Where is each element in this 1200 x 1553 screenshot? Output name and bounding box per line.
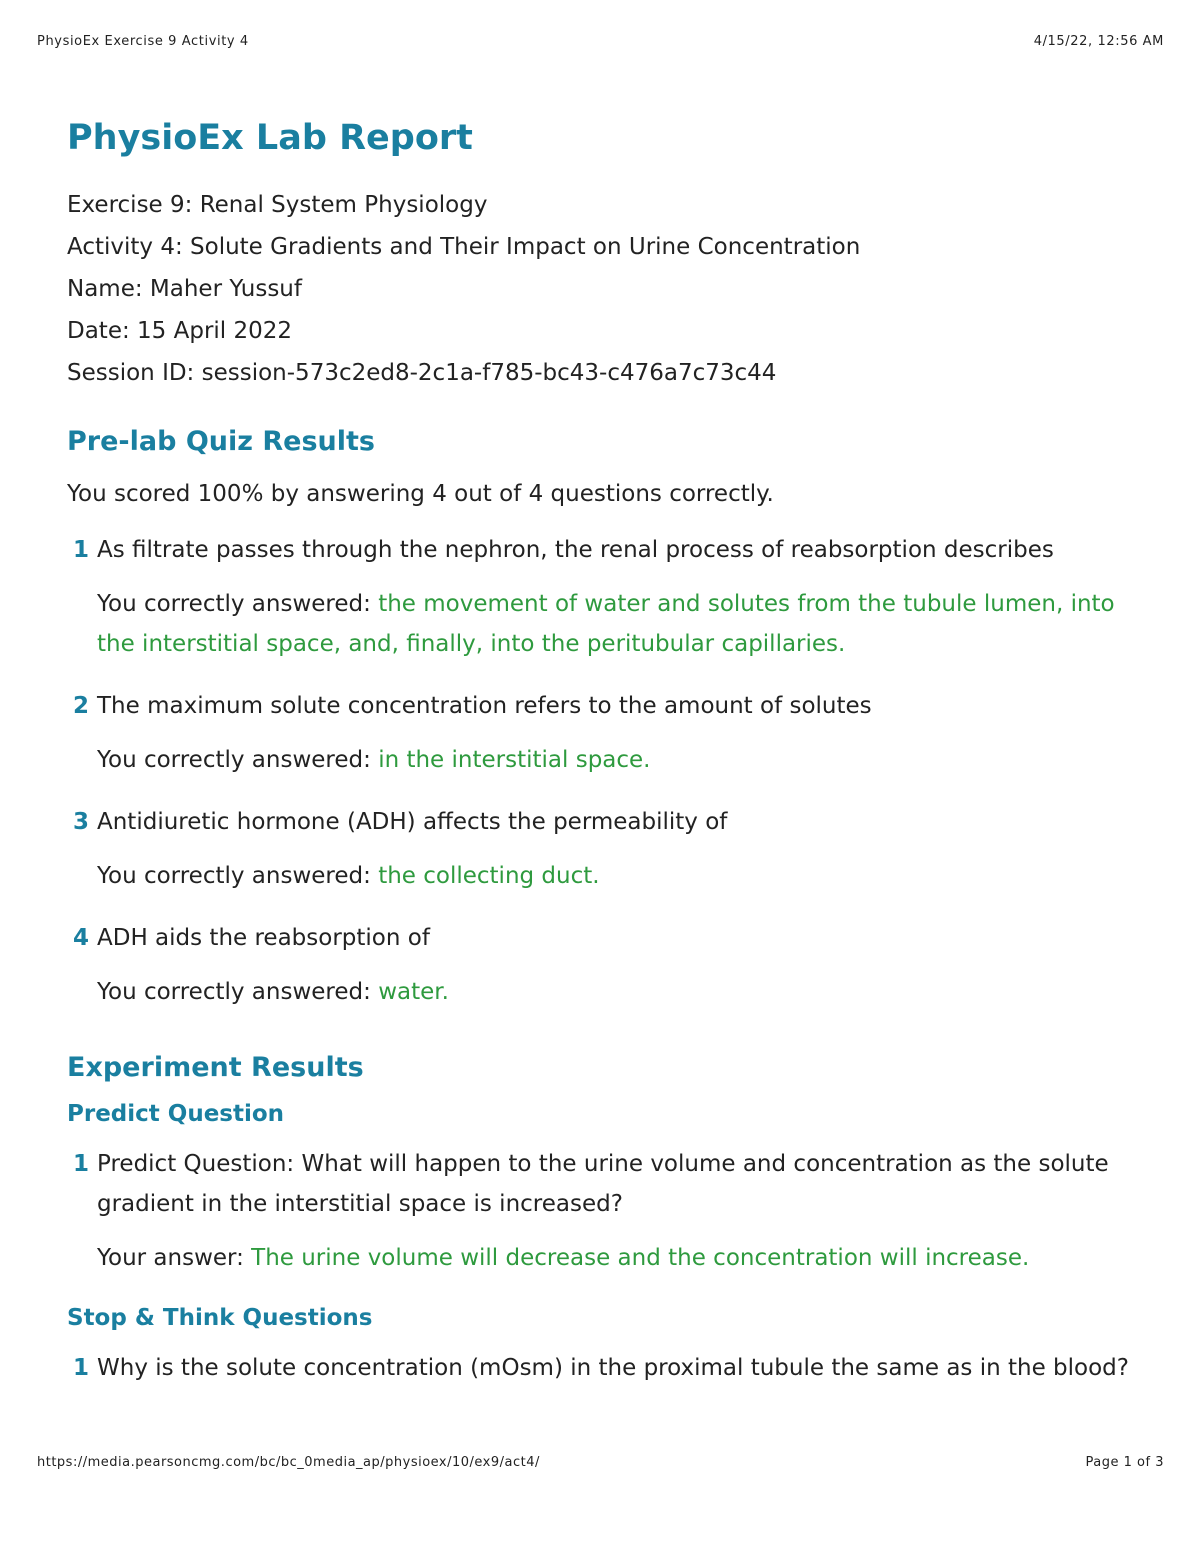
question-text: Antidiuretic hormone (ADH) affects the permeability of <box>97 809 728 835</box>
answer-prefix: You correctly answered: <box>97 863 379 889</box>
print-header-title: PhysioEx Exercise 9 Activity 4 <box>37 34 249 49</box>
prelab-question <box>67 686 1147 726</box>
experiment-section-title: Experiment Results <box>67 1052 364 1083</box>
prelab-answer <box>67 856 1147 896</box>
exercise-line: Exercise 9: Renal System Physiology <box>67 192 488 218</box>
page-number: Page 1 of 3 <box>1085 1455 1164 1470</box>
prelab-question <box>67 802 1147 842</box>
answer-text: the collecting duct. <box>378 863 600 889</box>
question-number: 1 <box>73 1151 90 1177</box>
answer-prefix: Your answer: <box>97 1245 252 1271</box>
answer-prefix: You correctly answered: <box>97 591 379 617</box>
prelab-question-list <box>67 530 1147 1012</box>
date-line: Date: 15 April 2022 <box>67 318 293 344</box>
print-footer <box>37 1455 1164 1475</box>
answer-prefix: You correctly answered: <box>97 979 379 1005</box>
question-number: 1 <box>73 537 90 563</box>
prelab-question <box>67 918 1147 958</box>
print-header-timestamp: 4/15/22, 12:56 AM <box>1033 34 1164 49</box>
question-text: Why is the solute concentration (mOsm) in the proximal tubule the same as in the blood? <box>97 1355 1129 1381</box>
prelab-answer <box>67 740 1147 780</box>
question-number: 4 <box>73 925 90 951</box>
answer-text: water. <box>378 979 449 1005</box>
print-footer-url: https://media.pearsoncmg.com/bc/bc_0media_ap/physioex/10/ex9/act4/ <box>37 1455 540 1470</box>
stop-think-question <box>67 1348 1147 1388</box>
report-meta <box>67 184 1147 394</box>
question-text: ADH aids the reabsorption of <box>97 925 430 951</box>
predict-answer <box>67 1238 1147 1278</box>
session-id-line: Session ID: session-573c2ed8-2c1a-f785-bc43-c476a7c73c44 <box>67 360 777 386</box>
activity-line: Activity 4: Solute Gradients and Their Impact on Urine Concentration <box>67 234 861 260</box>
answer-text: the movement of water and solutes from the tubule lumen, into the interstitial space, and, finally, into the peritubular capillaries. <box>97 591 1115 657</box>
prelab-question <box>67 530 1147 570</box>
answer-text: in the interstitial space. <box>378 747 651 773</box>
prelab-answer <box>67 972 1147 1012</box>
report-content <box>67 112 1147 1388</box>
predict-question-title: Predict Question <box>67 1101 285 1127</box>
prelab-answer <box>67 584 1147 664</box>
question-number: 3 <box>73 809 90 835</box>
question-text: As filtrate passes through the nephron, the renal process of reabsorption describes <box>97 537 1054 563</box>
prelab-section-title: Pre-lab Quiz Results <box>67 426 375 457</box>
predict-question <box>67 1144 1147 1224</box>
stop-think-title: Stop & Think Questions <box>67 1305 373 1331</box>
prelab-score: You scored 100% by answering 4 out of 4 questions correctly. <box>67 481 774 507</box>
answer-text: The urine volume will decrease and the concentration will increase. <box>251 1245 1030 1271</box>
name-line: Name: Maher Yussuf <box>67 276 302 302</box>
report-title: PhysioEx Lab Report <box>67 118 473 158</box>
question-number: 1 <box>73 1355 90 1381</box>
question-text: Predict Question: What will happen to the urine volume and concentration as the solute gradient in the interstitial space is increased? <box>97 1151 1109 1217</box>
question-number: 2 <box>73 693 90 719</box>
answer-prefix: You correctly answered: <box>97 747 379 773</box>
question-text: The maximum solute concentration refers to the amount of solutes <box>97 693 872 719</box>
print-header <box>37 34 1164 54</box>
